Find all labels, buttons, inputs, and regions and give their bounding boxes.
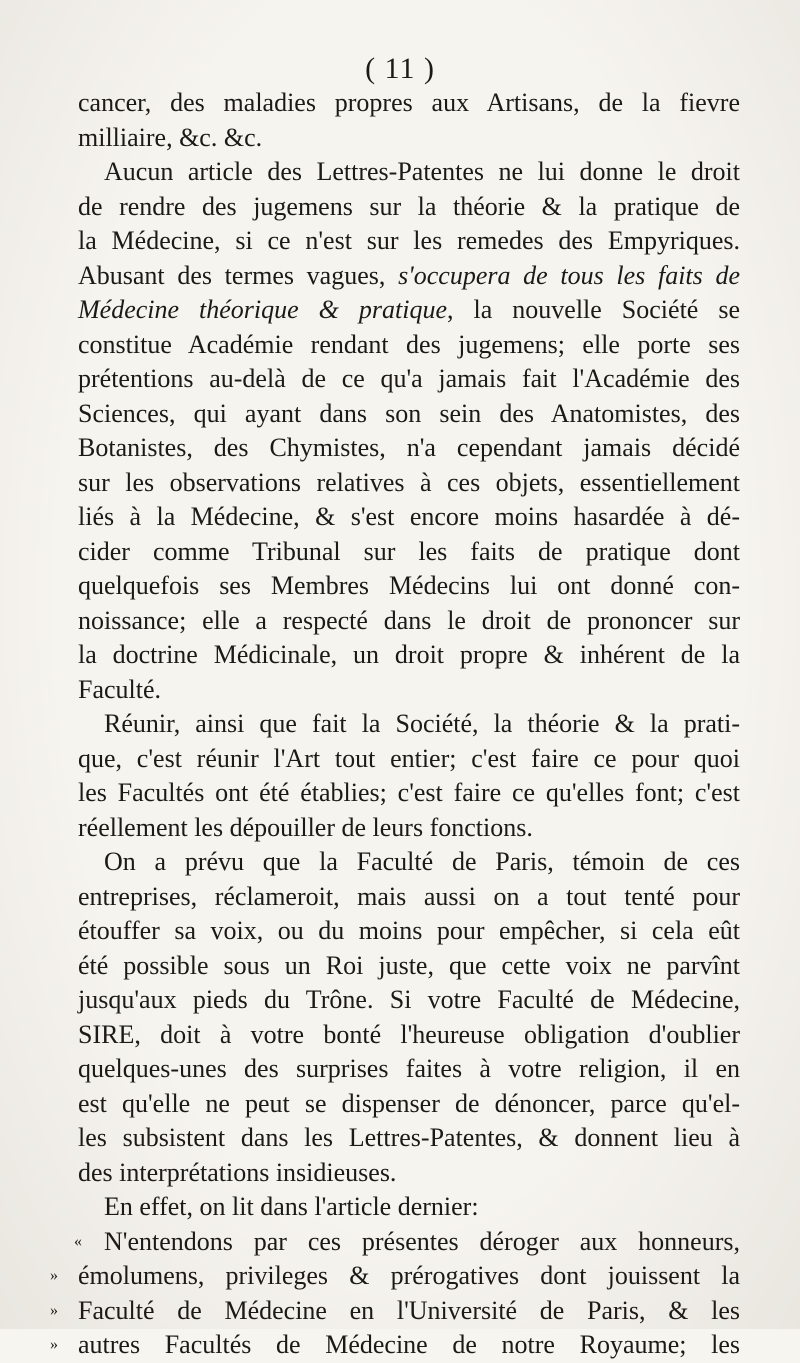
text-segment: émolumens, privileges & prérogatives dont jouissent la: [78, 1261, 740, 1290]
text-line: la doctrine Médicinale, un droit propre & inhérent de la: [78, 640, 740, 669]
text-line: prétentions au-delà de ce qu'a jamais fait l'Académie des: [78, 364, 740, 393]
text-line: réellement les dépouiller de leurs fonctions.: [78, 812, 533, 842]
italic-quote: s'occupera de tous les faits de: [398, 260, 740, 290]
body-text: [50, 86, 740, 1363]
text-line: jusqu'aux pieds du Trône. Si votre Faculté de Médecine,: [78, 985, 740, 1014]
text-line: les subsistent dans les Lettres-Patentes, & donnent lieu à: [78, 1123, 740, 1152]
text-segment: Faculté de Médecine en l'Université de Paris, & les: [78, 1295, 740, 1325]
text-line: Aucun article des Lettres-Patentes ne lui donne le droit: [104, 157, 740, 186]
text-line: entreprises, réclameroit, mais aussi on a tout tenté pour: [78, 881, 740, 911]
text-line: est qu'elle ne peut se dispenser de dénoncer, parce qu'el-: [78, 1088, 740, 1118]
text-line: constitue Académie rendant des jugemens; elle porte ses: [78, 329, 740, 359]
text-line: Botanistes, des Chymistes, n'a cependant jamais décidé: [78, 433, 740, 462]
text-segment: autres Facultés de Médecine de notre Royaume; les: [78, 1330, 740, 1359]
text-line: Sciences, qui ayant dans son sein des Anatomistes, des: [78, 398, 740, 428]
text-line: En effet, on lit dans l'article dernier:: [104, 1192, 479, 1221]
text-line: été possible sous un Roi juste, que cette voix ne parvînt: [78, 950, 740, 980]
text-line: quelquefois ses Membres Médecins lui ont donné con-: [78, 571, 740, 600]
quote-mark: »: [50, 1336, 58, 1353]
text-segment: Abusant des termes vagues,: [78, 260, 399, 290]
text-line: [78, 293, 740, 328]
text-line: Réunir, ainsi que fait la Société, la théorie & la prati-: [104, 709, 740, 738]
text-line: sur les observations relatives à ces objets, essentiellement: [78, 467, 740, 497]
quoted-line: [74, 1225, 740, 1260]
quote-mark: »: [50, 1301, 58, 1319]
quoted-line: [50, 1294, 740, 1329]
text-line: cider comme Tribunal sur les faits de pratique dont: [78, 536, 740, 566]
quoted-line: [50, 1259, 740, 1294]
quoted-line: [50, 1328, 740, 1363]
text-line: étouffer sa voix, ou du moins pour empêcher, si cela eût: [78, 916, 740, 945]
text-line: cancer, des maladies propres aux Artisans, de la fievre: [78, 88, 740, 117]
italic-quote: Médecine théorique & pratique: [78, 295, 448, 324]
text-line: noissance; elle a respecté dans le droit de prononcer sur: [78, 605, 740, 635]
quote-mark: «: [74, 1232, 82, 1250]
quote-mark: »: [50, 1267, 58, 1284]
text-line: liés à la Médecine, & s'est encore moins hasardée à dé-: [78, 502, 740, 531]
text-segment: , la nouvelle Société se: [447, 295, 740, 324]
page-number: ( 11 ): [365, 52, 435, 85]
text-line: Faculté.: [78, 674, 162, 704]
text-line: les Facultés ont été établies; c'est faire ce qu'elles font; c'est: [78, 778, 740, 807]
text-line: quelques-unes des surprises faites à votre religion, il en: [78, 1054, 740, 1083]
text-line: que, c'est réunir l'Art tout entier; c'est faire ce pour quoi: [78, 743, 740, 773]
text-line: SIRE, doit à votre bonté l'heureuse obligation d'oublier: [78, 1019, 740, 1049]
text-line: On a prévu que la Faculté de Paris, témoin de ces: [104, 847, 740, 876]
text-line: de rendre des jugemens sur la théorie & la pratique de: [78, 191, 740, 221]
text-line: [78, 259, 740, 294]
text-line: milliaire, &c. &c.: [78, 122, 263, 152]
text-line: la Médecine, si ce n'est sur les remedes des Empyriques.: [78, 226, 740, 255]
text-line: des interprétations insidieuses.: [78, 1157, 397, 1187]
text-segment: N'entendons par ces présentes déroger aux honneurs,: [104, 1226, 740, 1256]
